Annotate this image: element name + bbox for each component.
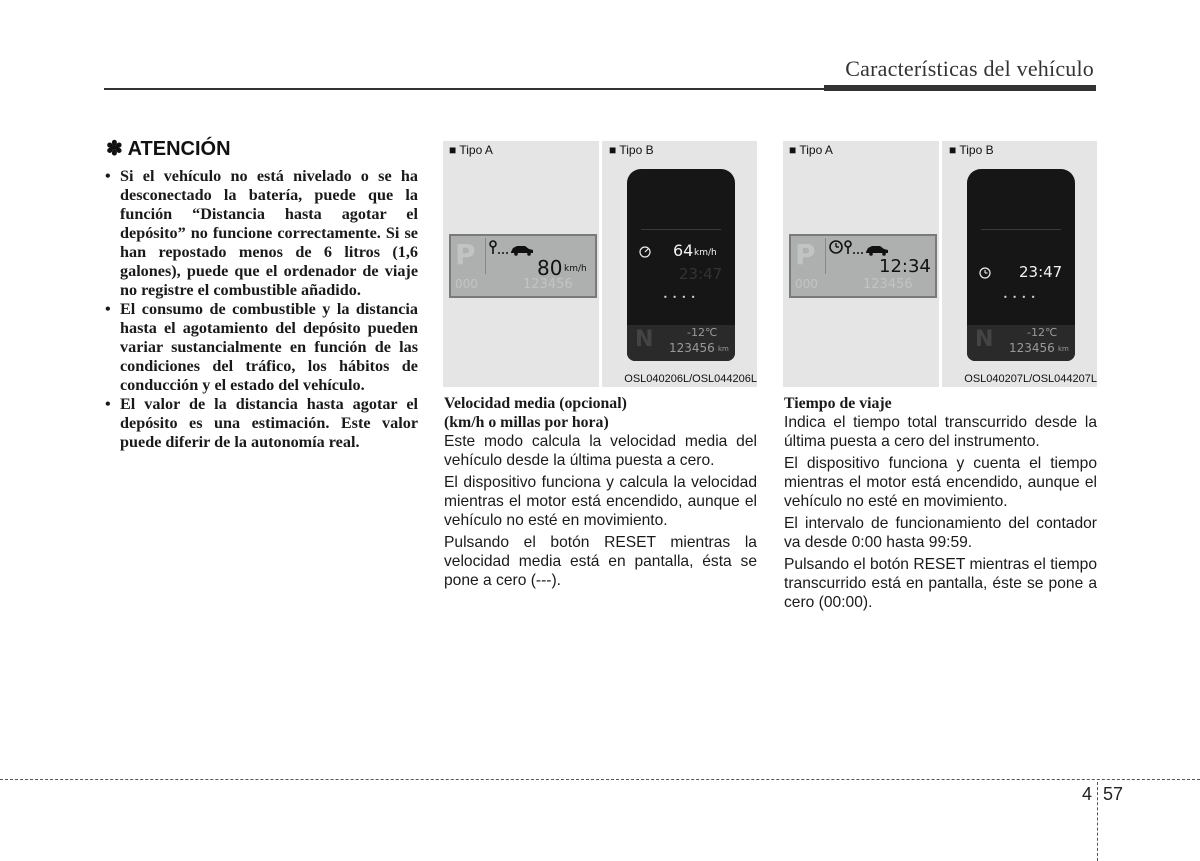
lcd-trip-time-value: 12:34: [879, 256, 931, 277]
attention-list: [104, 167, 418, 452]
figure-code: OSL040206L/OSL044206L: [624, 373, 757, 385]
lcd-ghost-right: 123456: [863, 277, 913, 292]
trip-time-section: [784, 394, 1097, 615]
page-header-title: Características del vehículo: [845, 56, 1094, 81]
section-subheading: (km/h o millas por hora): [444, 414, 609, 431]
clock-car-trip-icon: [829, 240, 893, 256]
lcd-speed-unit: km/h: [564, 264, 587, 274]
lcd-ghost-left: 000: [795, 277, 818, 291]
cluster-display-type-b: [627, 169, 735, 361]
lcd-display-type-a: [789, 234, 937, 298]
cluster-odometer-unit: km: [718, 345, 729, 353]
attention-title: ✽ ATENCIÓN: [106, 138, 231, 160]
cluster-odometer-unit: km: [1058, 345, 1069, 353]
section-paragraph: Indica el tiempo total transcurrido desde la última puesta a cero del instrumento.: [784, 414, 1097, 450]
attention-item: • Si el vehículo no está nivelado o se ha desconectado la batería, puede que la función “Distancia hasta agotar el depósito” no funcione correctamente. Si se han repostado menos de 6 litros (1,6 galones), puede que el ordenador de viaje no registre el combustible añadido.: [104, 167, 418, 300]
clock-icon: [979, 267, 991, 279]
cluster-average-speed-value: 64: [673, 241, 694, 260]
figure-average-speed: [443, 141, 757, 387]
cluster-separator: [981, 229, 1061, 230]
attention-item: • El consumo de combustible y la distancia hasta el agotamiento del depósito pueden variar sustancialmente en función de las condiciones del tráfico, los hábitos de conducción y el estado del vehículo.: [104, 300, 418, 395]
section-paragraph: El dispositivo funciona y cuenta el tiempo mientras el motor está encendido, aunque el vehículo no esté en movimiento.: [784, 455, 1097, 510]
figure-code: OSL040207L/OSL044207L: [964, 373, 1097, 385]
figure-label-type-a: ■ Tipo A: [789, 143, 833, 157]
figure-divider: [599, 141, 602, 387]
cluster-page-dots: • • • •: [663, 293, 697, 302]
lcd-gear-indicator: P: [455, 238, 476, 271]
cluster-temperature: -12℃: [687, 326, 718, 339]
figure-trip-time: [783, 141, 1097, 387]
section-paragraph: Pulsando el botón RESET mientras el tiempo transcurrido está en pantalla, éste se pone a cero (00:00).: [784, 556, 1097, 611]
chapter-number: 4: [1082, 784, 1093, 804]
figure-label-type-b: ■ Tipo B: [949, 143, 994, 157]
cluster-display-type-b: [967, 169, 1075, 361]
section-paragraph: Pulsando el botón RESET mientras la velocidad media está en pantalla, ésta se pone a cero (---).: [444, 534, 757, 589]
page-number: 57: [1103, 784, 1124, 804]
section-paragraph: El intervalo de funcionamiento del contador va desde 0:00 hasta 99:59.: [784, 515, 1097, 551]
cluster-odometer: 123456: [1009, 341, 1055, 355]
average-speed-section: [444, 394, 757, 593]
section-heading: Tiempo de viaje: [784, 395, 892, 412]
footer-vertical-rule: [1097, 782, 1098, 861]
lcd-display-type-a: [449, 234, 597, 298]
footer-rule: [0, 779, 1200, 780]
header-rule-accent: [824, 85, 1096, 91]
figure-divider: [939, 141, 942, 387]
lcd-separator: [825, 238, 826, 274]
cluster-gear-indicator: N: [975, 327, 994, 352]
section-paragraph: El dispositivo funciona y calcula la velocidad mientras el motor está encendido, aunque el vehículo no esté en movimiento.: [444, 474, 757, 529]
section-heading: Velocidad media (opcional): [444, 395, 627, 412]
lcd-ghost-right: 123456: [523, 277, 573, 292]
cluster-page-dots: • • • •: [1003, 293, 1037, 302]
lcd-ghost-left: 000: [455, 277, 478, 291]
figure-label-type-b: ■ Tipo B: [609, 143, 654, 157]
lcd-average-speed-value: 80: [537, 256, 563, 280]
cluster-ghost-time: 23:47: [679, 265, 723, 283]
cluster-gear-indicator: N: [635, 327, 654, 352]
speedometer-icon: [639, 246, 651, 258]
cluster-separator: [641, 229, 721, 230]
cluster-trip-time-value: 23:47: [1019, 263, 1063, 281]
figure-label-type-a: ■ Tipo A: [449, 143, 493, 157]
attention-item: • El valor de la distancia hasta agotar el depósito es una estimación. Este valor puede diferir de la autonomía real.: [104, 395, 418, 452]
cluster-speed-unit: km/h: [694, 248, 717, 258]
section-paragraph: Este modo calcula la velocidad media del vehículo desde la última puesta a cero.: [444, 433, 757, 469]
cluster-temperature: -12℃: [1027, 326, 1058, 339]
attention-box: [104, 136, 418, 452]
car-trip-icon: [489, 240, 537, 256]
cluster-odometer: 123456: [669, 341, 715, 355]
lcd-gear-indicator: P: [795, 238, 816, 271]
lcd-separator: [485, 238, 486, 274]
